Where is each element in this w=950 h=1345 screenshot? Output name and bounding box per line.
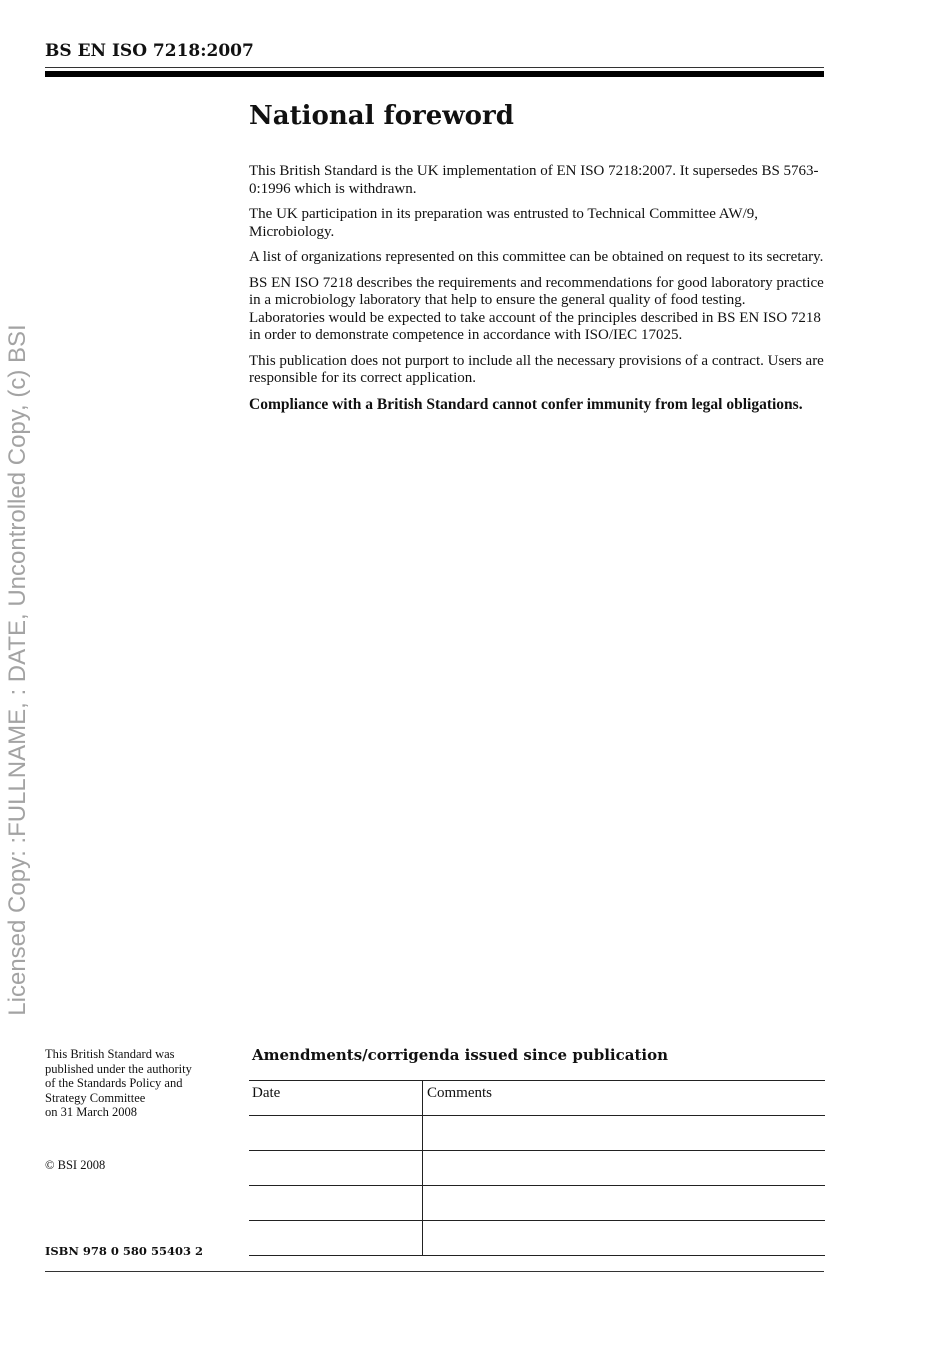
foreword-paragraph: A list of organizations represented on this committee can be obtained on request to its secretary. — [249, 249, 824, 265]
isbn: ISBN 978 0 580 55403 2 — [45, 1244, 203, 1258]
document-id: BS EN ISO 7218:2007 — [45, 41, 254, 61]
foreword-paragraph: This British Standard is the UK implementation of EN ISO 7218:2007. It supersedes BS 5763-0:1996 which is withdrawn. — [249, 163, 819, 197]
table-row — [249, 1185, 825, 1186]
authority-line: on 31 March 2008 — [45, 1105, 137, 1119]
amendments-table — [249, 1080, 825, 1256]
authority-line: Strategy Committee — [45, 1090, 146, 1105]
column-header-comments: Comments — [427, 1085, 493, 1101]
foreword-body — [249, 163, 825, 421]
watermark-text: Licensed Copy: :FULLNAME, : DATE, Uncontrolled Copy, (c) BSI — [4, 324, 31, 1016]
table-row — [249, 1150, 825, 1151]
table-row — [249, 1115, 825, 1116]
amendments-heading: Amendments/corrigenda issued since publication — [252, 1046, 668, 1064]
header-rule-thick — [45, 71, 824, 77]
footer-rule — [45, 1271, 824, 1272]
table-row — [249, 1220, 825, 1221]
compliance-note: Compliance with a British Standard cannot confer immunity from legal obligations. — [249, 395, 803, 413]
authority-line: This British Standard was — [45, 1047, 175, 1061]
header-rule-thin — [45, 67, 824, 68]
foreword-paragraph: This publication does not purport to include all the necessary provisions of a contract. Users are responsible for its correct application. — [249, 352, 824, 386]
table-row — [249, 1255, 825, 1256]
page-title: National foreword — [249, 101, 514, 131]
table-rule — [249, 1080, 825, 1081]
table-column-divider — [422, 1080, 423, 1256]
authority-line: of the Standards Policy and — [45, 1076, 183, 1090]
foreword-paragraph: The UK participation in its preparation was entrusted to Technical Committee AW/9, Microbiology. — [249, 206, 759, 240]
column-header-date: Date — [252, 1085, 281, 1101]
foreword-paragraph: BS EN ISO 7218 describes the requirements and recommendations for good laboratory practice in a microbiology laboratory that help to ensure the general quality of food testing. Laboratories would be expected to take account of the principles described in BS EN ISO 7218 in order to demonstrate competence in accordance with ISO/IEC 17025. — [249, 274, 824, 343]
copyright-notice: © BSI 2008 — [45, 1158, 106, 1172]
authority-note — [45, 1047, 235, 1120]
authority-line: published under the authority — [45, 1061, 192, 1076]
